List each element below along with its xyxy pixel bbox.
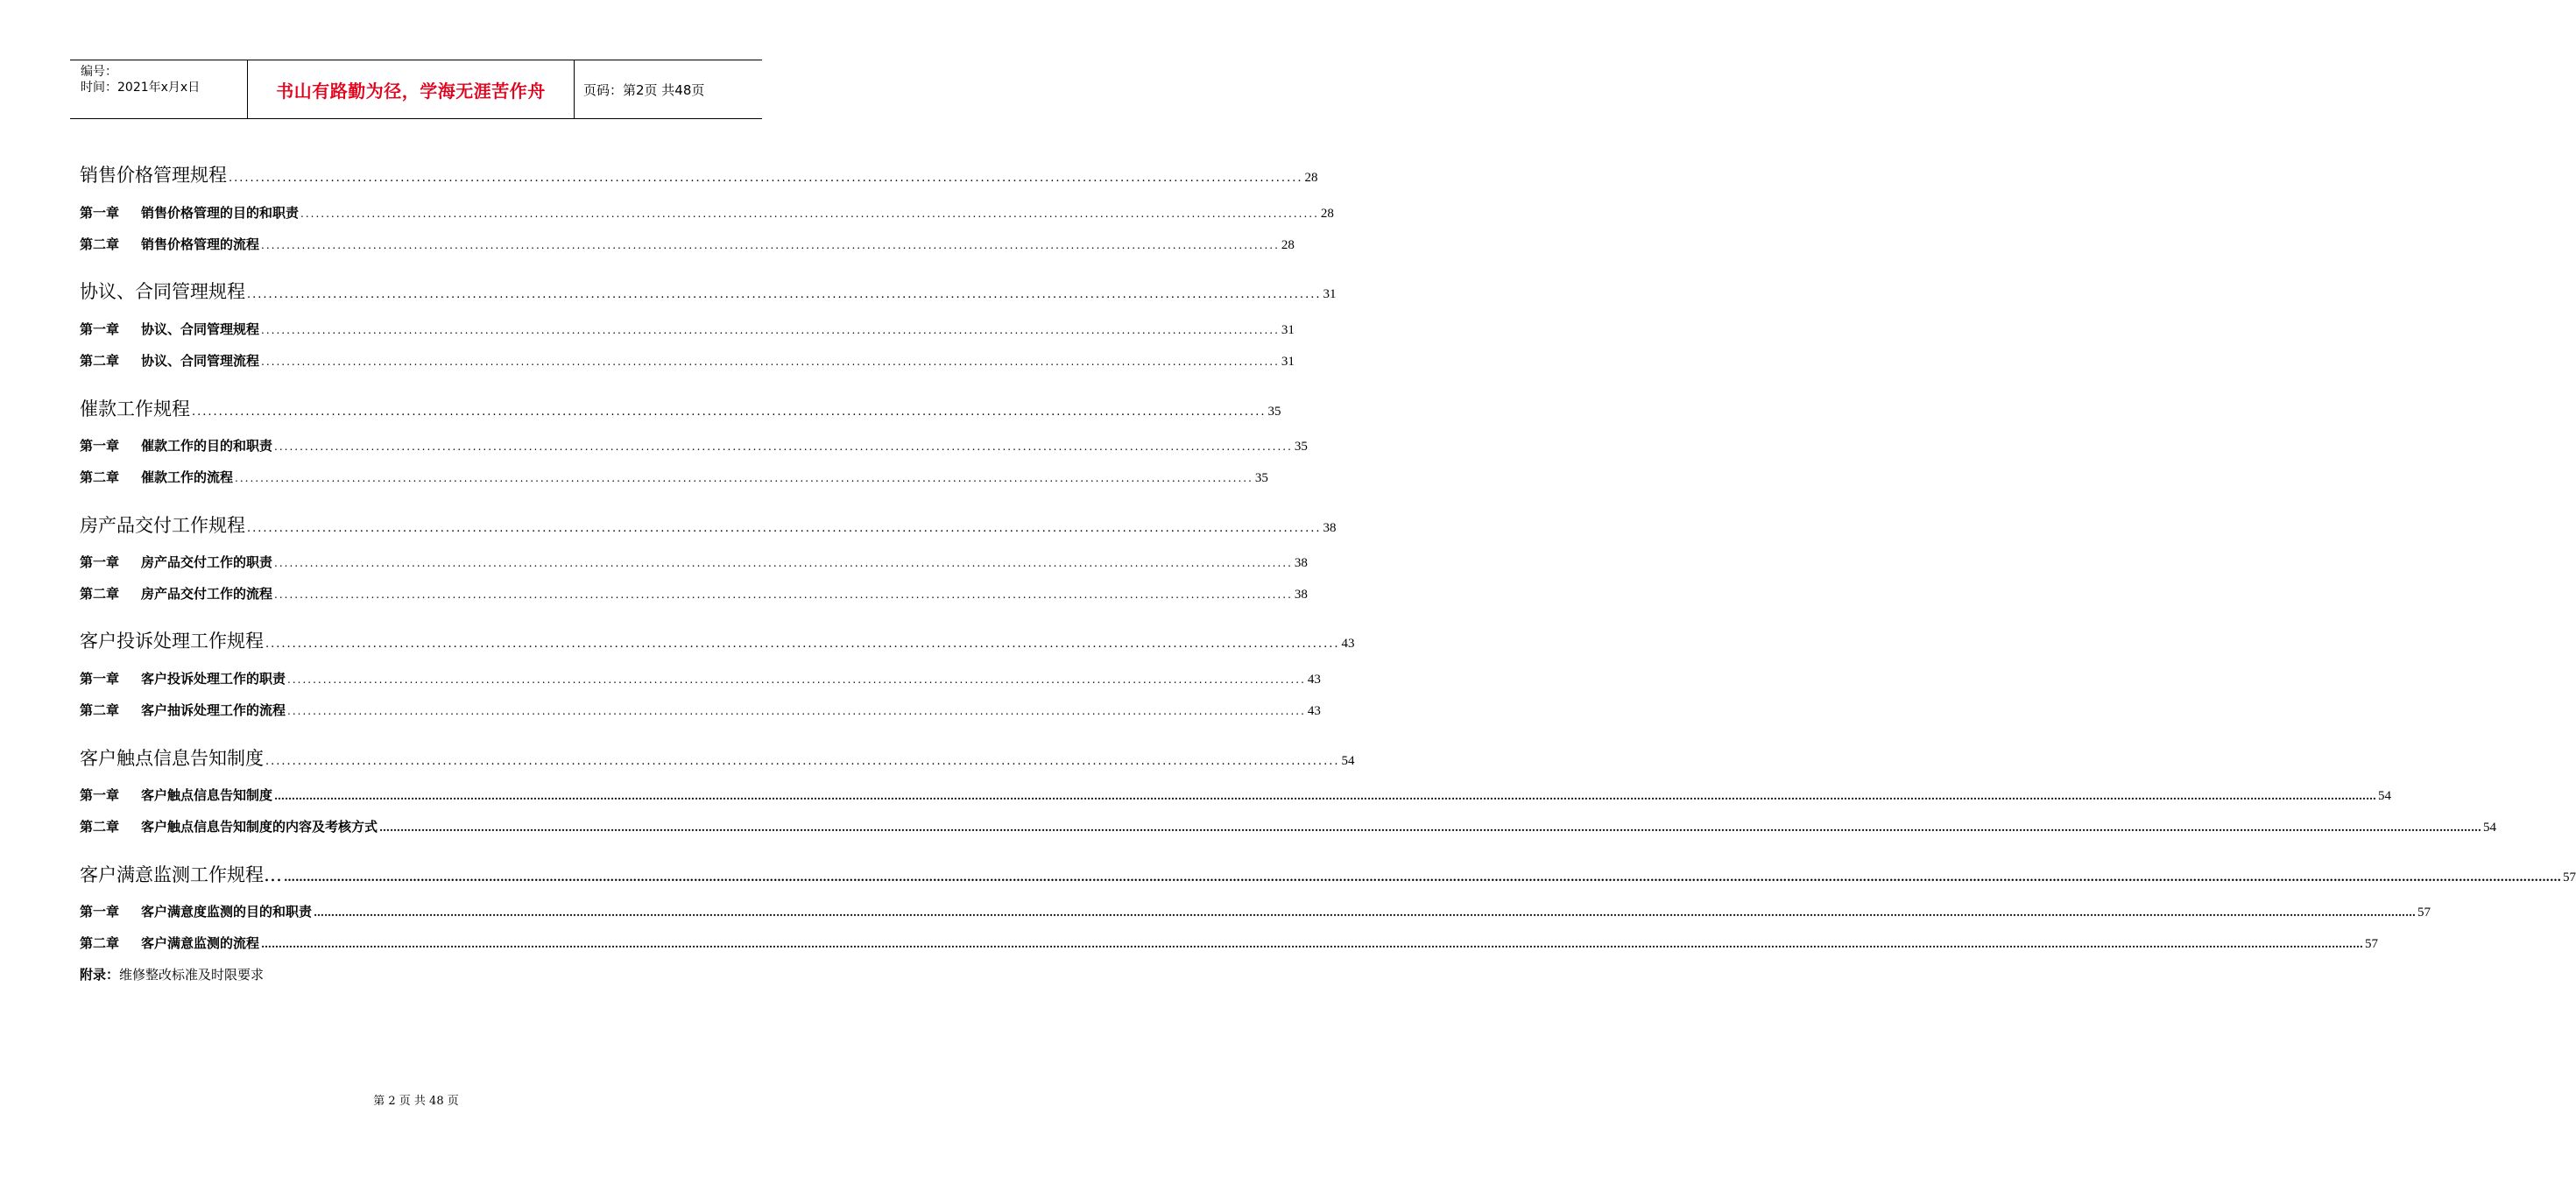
toc-entry-title: 客户触点信息告知制度 [80,748,264,769]
toc-entry-title [80,203,299,222]
page-footer: 第 2 页 共 48 页 [373,1095,459,1108]
toc-page-number: 38 [1294,588,1308,602]
toc-leader-dots: ........................................................................................................................................................................................................ [247,288,1322,301]
toc-page-number: 31 [1281,355,1295,369]
toc-leader-dots: ........................................................................................................................................................................................................ [287,673,1306,686]
page-header [70,60,762,119]
toc-entry-title [80,786,272,804]
toc-section-entry[interactable] [80,161,1318,187]
toc-chapter-entry[interactable] [80,934,2379,952]
toc-leader-dots: ........................................................................................................................................................................................................ [274,557,1293,569]
toc-page-number: 31 [1281,323,1295,337]
toc-section-entry[interactable] [80,511,1337,538]
toc-entry-title [80,436,272,455]
toc-leader-dots: ........................................................................................................................................................................................................ [274,588,1293,601]
toc-entry-title [80,817,378,835]
toc-chapter-title: 客户投诉处理工作的职责 [141,671,286,687]
toc-chapter-title: 催款工作的流程 [141,469,234,485]
toc-section-entry[interactable] [80,627,1355,653]
toc-page-number: 57 [2365,937,2379,951]
toc-leader-dots: ........................................................................................................................................................................................................ [287,705,1306,717]
appendix-label: 附录： [80,967,120,983]
toc-chapter-entry[interactable] [80,320,1295,338]
toc-chapter-number: 第二章 [80,236,120,252]
toc-page-number: 28 [1320,207,1334,221]
toc-page-number: 54 [2483,821,2497,835]
toc-page-number: 35 [1254,471,1268,485]
toc-chapter-number: 第二章 [80,469,120,485]
toc-chapter-entry[interactable] [80,584,1308,603]
toc-leader-dots: ........................................................................................................................................................................................................ [229,172,1303,185]
toc-chapter-entry[interactable] [80,468,1268,486]
toc-chapter-number: 第二章 [80,935,120,951]
toc-entry-title: 客户投诉处理工作规程 [80,631,264,652]
toc-page-number: 57 [2417,906,2431,920]
toc-page-number: 54 [2378,789,2392,803]
toc-chapter-title: 协议、合同管理规程 [141,321,260,337]
toc-chapter-title: 客户触点信息告知制度的内容及考核方式 [141,819,378,835]
toc-page-number: 43 [1307,673,1321,687]
toc-page-number: 38 [1294,556,1308,570]
document-number-label: 编号： [81,65,117,79]
appendix-line [80,965,264,983]
toc-chapter-number: 第二章 [80,586,120,602]
header-motto: 书山有路勤为径，学海无涯苦作舟 [248,60,575,118]
toc-chapter-title: 销售价格管理的流程 [141,236,260,252]
toc-leader-dots: ........................................................................................................................................................................................................ [274,440,1293,453]
toc-entry-title [80,235,259,253]
toc-section-entry[interactable] [80,395,1281,421]
toc-entry-title [80,934,259,952]
header-meta-cell [70,60,248,118]
toc-entry-title: 协议、合同管理规程 [80,281,245,302]
toc-leader-dots: ........................................................................................................................................................................................................ [261,324,1280,336]
toc-section-entry[interactable] [80,278,1337,304]
toc-page-number: 54 [1341,754,1355,768]
toc-leader-dots: ........................................................................................................................................................................................................ [261,239,1280,251]
toc-page-number: 57 [2563,870,2576,885]
toc-page-number: 38 [1323,521,1337,535]
toc-chapter-entry[interactable] [80,902,2431,920]
toc-leader-dots: ........................................................................................................................................................................................................ [265,638,1340,651]
toc-chapter-number: 第一章 [80,671,120,687]
toc-leader-dots: ........................................................................................................................................................................................................ [247,522,1322,535]
toc-entry-title: 催款工作规程 [80,398,190,419]
toc-chapter-entry[interactable] [80,235,1295,253]
toc-chapter-entry[interactable] [80,817,2497,835]
toc-chapter-title: 协议、合同管理流程 [141,353,260,369]
toc-entry-title [80,320,259,338]
toc-chapter-entry[interactable] [80,669,1321,687]
toc-chapter-number: 第一章 [80,787,120,803]
toc-chapter-title: 客户触点信息告知制度 [141,787,273,803]
toc-chapter-title: 客户满意度监测的目的和职责 [141,904,313,920]
toc-chapter-entry[interactable] [80,701,1321,719]
toc-chapter-title: 销售价格管理的目的和职责 [141,205,300,221]
toc-leader-dots: ........................................................................................................................................................................................................ [300,208,1319,220]
toc-entry-title [80,553,272,571]
toc-leader-dots: ........................................................................................................................................................................................................ [261,356,1280,368]
toc-chapter-entry[interactable] [80,786,2392,804]
toc-chapter-number: 第一章 [80,554,120,570]
toc-page-number: 31 [1323,287,1337,301]
toc-leader-dots: ........................................................................................................................................................................................................ [235,472,1253,484]
toc-section-entry[interactable] [80,861,2576,887]
toc-leader-dots: …………………………………………………………………………………………………………………………………………………………………………………………………………………………………………………………………………………………………………………………………………………………………………………………………………………………………………………………………………………………………………………………………………………… [261,938,2364,950]
toc-page-number: 35 [1267,405,1281,419]
toc-leader-dots: ........................................................................................................................................................................................................ [192,405,1267,419]
toc-entry-title [80,669,286,687]
toc-entry-title [80,584,272,603]
toc-chapter-number: 第二章 [80,353,120,369]
toc-page-number: 35 [1294,440,1308,454]
toc-chapter-title: 房产品交付工作的职责 [141,554,273,570]
toc-chapter-title: 房产品交付工作的流程 [141,586,273,602]
toc-entry-title [80,351,259,370]
toc-leader-dots: …………………………………………………………………………………………………………………………………………………………………………………………………………………………………………………………………………………………………………………………………………………………………………………………………………………………………………………………………………………………………………………………………………………… [314,906,2417,919]
toc-page-number: 28 [1304,171,1318,185]
toc-chapter-title: 催款工作的目的和职责 [141,438,273,454]
toc-page-number: 28 [1281,238,1295,252]
toc-section-entry[interactable] [80,744,1355,771]
toc-chapter-number: 第一章 [80,205,120,221]
toc-page-number: 43 [1341,637,1355,651]
document-date: 时间：2021年x月x日 [81,81,201,95]
toc-chapter-number: 第二章 [80,819,120,835]
toc-leader-dots: …………………………………………………………………………………………………………………………………………………………………………………………………………………………………………………………………………………………………………………………………………………………………………………………………………………………………………………………………………………………………………………………………………………… [274,790,2377,802]
toc-entry-title [80,902,312,920]
toc-chapter-title: 客户满意监测的流程 [141,935,260,951]
header-page-info: 页码：第2页 共48页 [583,81,705,98]
toc-chapter-number: 第一章 [80,321,120,337]
toc-entry-title [80,468,233,486]
toc-chapter-title: 客户抽诉处理工作的流程 [141,702,286,718]
toc-entry-title [80,701,286,719]
toc-entry-title: 销售价格管理规程 [80,165,227,186]
appendix-text: 维修整改标准及时限要求 [119,967,265,983]
toc-page-number: 43 [1307,704,1321,718]
toc-chapter-number: 第一章 [80,438,120,454]
toc-chapter-entry[interactable] [80,553,1308,571]
toc-entry-title: 房产品交付工作规程 [80,515,245,536]
toc-leader-dots: …………………………………………………………………………………………………………………………………………………………………………………………………………………………………………………………………………………………………………………………………………………………………………………………………………………………………………………………………………………………………………………………………………………… [284,871,2561,885]
toc-chapter-entry[interactable] [80,351,1295,370]
toc-chapter-entry[interactable] [80,436,1308,455]
toc-leader-dots: …………………………………………………………………………………………………………………………………………………………………………………………………………………………………………………………………………………………………………………………………………………………………………………………………………………………………………………………………………………………………………………………………………………… [379,821,2482,834]
toc-chapter-number: 第二章 [80,702,120,718]
toc-chapter-entry[interactable] [80,203,1334,222]
toc-entry-title: 客户满意监测工作规程… [80,864,282,885]
toc-leader-dots: ........................................................................................................................................................................................................ [265,755,1340,768]
toc-chapter-number: 第一章 [80,904,120,920]
